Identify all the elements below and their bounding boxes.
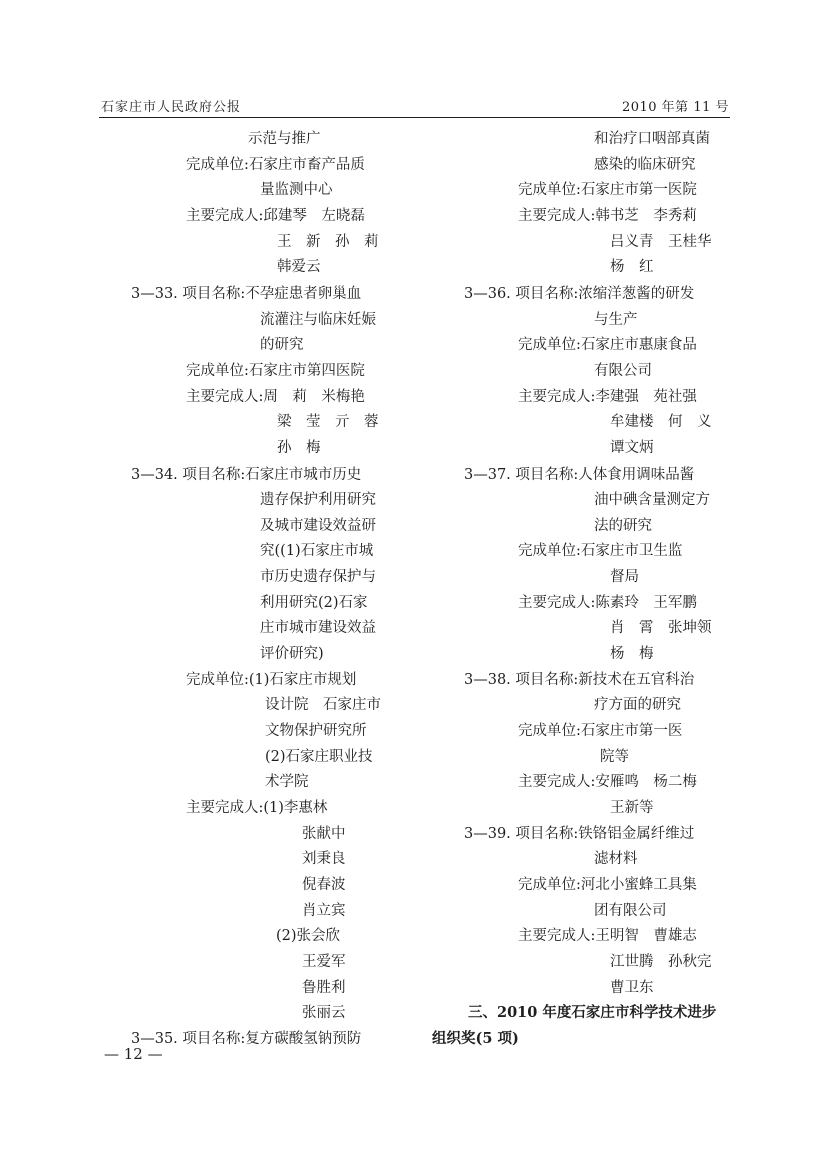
text-line: 及城市建设效益研	[260, 518, 376, 534]
text-line: 市历史遗存保护与	[260, 569, 376, 585]
text-line: 梁 莹 亓 蓉	[277, 414, 379, 430]
text-line: 完成单位:石家庄市畜产品质	[186, 157, 365, 173]
text-line: 韩爱云	[277, 259, 321, 275]
text-line: 究((1)石家庄市城	[260, 543, 374, 559]
text-line: 感染的临床研究	[594, 157, 696, 173]
project-heading: 3—34. 项目名称:石家庄市城市历史	[131, 467, 362, 483]
text-line: 完成单位:石家庄市第一医	[518, 723, 683, 739]
project-heading: 3—33. 项目名称:不孕症患者卵巢血	[131, 286, 362, 302]
text-line: (2)张会欣	[276, 928, 341, 944]
text-line: 曹卫东	[610, 980, 654, 996]
text-line: 完成单位:石家庄市第一医院	[518, 182, 697, 198]
text-line: 的研究	[260, 337, 304, 353]
text-line: 流灌注与临床妊娠	[260, 312, 376, 328]
text-line: 牟建楼 何 义	[610, 414, 712, 430]
project-heading: 3—35. 项目名称:复方碳酸氢钠预防	[131, 1031, 362, 1047]
text-line: 鲁胜利	[302, 980, 346, 996]
text-line: 王 新 孙 莉	[277, 234, 379, 250]
text-line: 和治疗口咽部真菌	[594, 131, 710, 147]
text-line: 主要完成人:邱建琴 左晓磊	[186, 208, 365, 224]
text-line: 与生产	[594, 312, 638, 328]
text-line: 利用研究(2)石家	[260, 595, 368, 611]
publication-title: 石家庄市人民政府公报	[101, 100, 242, 115]
text-line: 术学院	[265, 774, 309, 790]
text-line: 院等	[600, 749, 629, 765]
project-heading: 3—36. 项目名称:浓缩洋葱酱的研发	[464, 286, 695, 302]
text-line: 谭文炳	[610, 440, 654, 456]
page-number: — 12 —	[104, 1045, 163, 1063]
issue-number: 2010 年第 11 号	[621, 100, 729, 115]
text-line: 完成单位:石家庄市惠康食品	[518, 337, 697, 353]
text-line: 杨 红	[610, 259, 654, 275]
text-line: 杨 梅	[610, 646, 654, 662]
text-line: 设计院 石家庄市	[265, 697, 381, 713]
text-line: 量监测中心	[260, 182, 333, 198]
text-line: 倪春波	[302, 877, 346, 893]
section-heading: 三、2010 年度石家庄市科学技术进步	[468, 1004, 717, 1021]
text-line: 完成单位:河北小蜜蜂工具集	[518, 877, 697, 893]
text-line: 完成单位:(1)石家庄市规划	[186, 672, 357, 688]
text-line: 滤材料	[594, 851, 638, 867]
text-line: 庄市城市建设效益	[260, 620, 376, 636]
text-line: 王新等	[610, 800, 654, 816]
text-line: 吕义青 王桂华	[610, 234, 712, 250]
text-line: 主要完成人:周 莉 米梅艳	[186, 389, 365, 405]
text-line: 主要完成人:安雁鸣 杨二梅	[518, 774, 697, 790]
text-line: 督局	[610, 569, 639, 585]
text-line: 示范与推广	[248, 131, 321, 147]
text-line: 张献中	[302, 826, 346, 842]
text-line: (2)石家庄职业技	[265, 749, 373, 765]
text-line: 团有限公司	[594, 903, 667, 919]
text-line: 主要完成人:李建强 苑社强	[518, 389, 697, 405]
text-line: 遗存保护利用研究	[260, 492, 376, 508]
text-line: 王爱军	[302, 954, 346, 970]
section-heading-continued: 组织奖(5 项)	[432, 1030, 519, 1047]
project-heading: 3—37. 项目名称:人体食用调味品酱	[464, 467, 695, 483]
text-line: 油中碘含量测定方	[594, 492, 710, 508]
text-line: 评价研究)	[260, 646, 324, 662]
text-line: 完成单位:石家庄市第四医院	[186, 363, 365, 379]
project-heading: 3—38. 项目名称:新技术在五官科治	[464, 672, 695, 688]
text-line: 肖立宾	[302, 903, 346, 919]
text-line: 文物保护研究所	[265, 723, 367, 739]
text-line: 疗方面的研究	[594, 697, 681, 713]
text-line: 完成单位:石家庄市卫生监	[518, 543, 683, 559]
text-line: 张丽云	[302, 1005, 346, 1021]
text-line: 主要完成人:王明智 曹雄志	[518, 928, 697, 944]
text-line: 主要完成人:(1)李惠林	[186, 800, 328, 816]
text-line: 主要完成人:韩书芝 李秀莉	[518, 208, 697, 224]
text-line: 法的研究	[594, 518, 652, 534]
text-line: 刘秉良	[302, 851, 346, 867]
text-line: 有限公司	[594, 363, 652, 379]
text-line: 孙 梅	[277, 440, 321, 456]
project-heading: 3—39. 项目名称:铁铬铝金属纤维过	[464, 826, 695, 842]
text-line: 江世腾 孙秋完	[610, 954, 712, 970]
text-line: 主要完成人:陈素玲 王军鹏	[518, 595, 697, 611]
text-line: 肖 霄 张坤领	[610, 620, 712, 636]
